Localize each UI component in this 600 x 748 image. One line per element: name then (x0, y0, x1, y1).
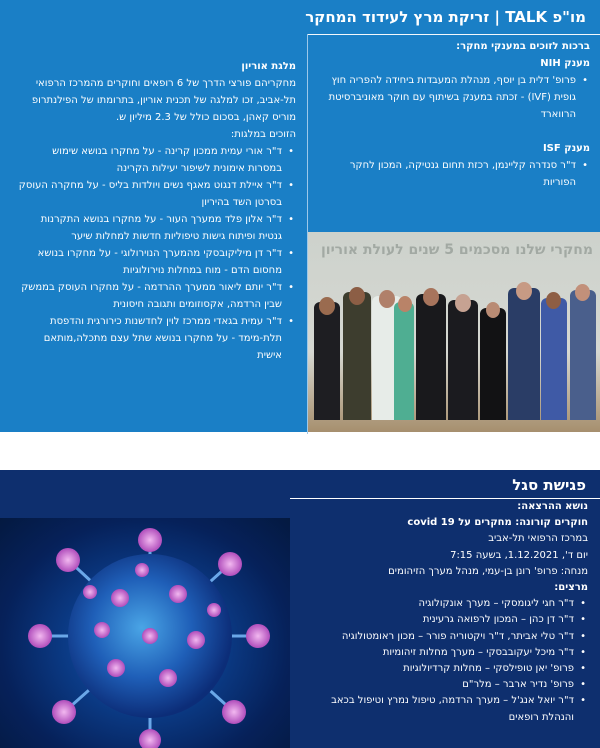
list-item: • ד"ר אורי עמית ממכון קרינה - על מחקרו בנושא שימוש במסרות אימונית לשיפור יעילות הקרינה (18, 143, 282, 177)
topic-label: נושא ההרצאה: (517, 501, 588, 512)
staff-meeting-details (298, 499, 588, 726)
person-figure (314, 302, 340, 420)
nih-heading: מענק NIH (540, 58, 590, 69)
speakers-list (298, 596, 588, 726)
list-item: • ד"ר טלי אביתר, ד"ר ויקטוריה פורר – מכון ראומטולוגיה (298, 629, 574, 645)
list-item: • ד"ר אלון פלד ממערך העור - על מחקרו בנושא התקרנות גנטית ופיתוח גישות טיפוליות חדשות למחלות שיער (18, 211, 282, 245)
person-figure (448, 300, 478, 420)
isf-heading: מענק ISF (542, 143, 590, 154)
person-figure (394, 302, 414, 420)
list-item: • פרופ' נדיר ארבר – מלר"ם (298, 677, 574, 693)
person-head (349, 287, 365, 305)
staff-meeting-title: פגישת סגל (512, 476, 586, 494)
list-item: • ד"ר עמית בגאדי ממרכז לוין לחדשנות כירורגית והדפסת תלת-מימד - על מחקרו בנושא שתל עצם מתכלה,מותאם אישית (18, 313, 282, 364)
title-divider (308, 34, 600, 35)
person-head (516, 282, 532, 300)
list-item: • ד"ר דן מיליקובסקי מהמערך הנוירולוגי - על מחקרו בנושא מחסום הדם - מוח במחלות נוירולוגיות (18, 245, 282, 279)
datetime-text: יום ד', 1.12.2021, בשעה 7:15 (450, 549, 588, 561)
person-head (398, 296, 412, 312)
page-title: מו"פ TALK | זריקת מרץ לעידוד המחקר (305, 8, 586, 26)
photo-banner-text: מחקרי שלנו מסכמים 5 שנים לעולת אוריון (320, 242, 593, 258)
person-head (319, 297, 335, 315)
speakers-label: מרצים: (554, 582, 588, 594)
list-item: • ד"ר דן כהן – המכון לרפואה גרעינית (298, 612, 574, 628)
orion-column (18, 58, 296, 364)
orion-heading: מלגת אוריון (241, 61, 296, 72)
orion-winners-list (18, 143, 296, 364)
nih-list (318, 72, 590, 123)
coronavirus-illustration (0, 518, 290, 748)
orion-winners-label: הזוכים במלגות: (230, 129, 296, 140)
list-item: • ד"ר חגי ליגומסקי – מערך אונקולוגיה (298, 596, 574, 612)
person-figure (480, 308, 506, 420)
group-photo (308, 232, 600, 432)
person-figure (541, 298, 567, 420)
grants-intro: ברכות לזוכים במענקי מחקר: (456, 41, 590, 52)
person-figure (570, 290, 596, 420)
moderator-text: מנחה: פרופ' רונן בן-עמי, מנהל מערך הזיהומים (388, 565, 588, 577)
person-figure (416, 294, 446, 420)
person-head (486, 302, 500, 318)
location-text: במרכז הרפואי תל-אביב (488, 533, 588, 545)
list-item: • ד"ר מיכל יעקובבסקי – מערך מחלות זיהומיות (298, 645, 574, 661)
coronavirus-image (0, 518, 290, 748)
list-item: • ד"ר יותם ליאור ממערך ההרדמה - על מחקרו העוסק בממשק שבין הרדמה, אקסוזומים ותגובה חיסונית (18, 279, 282, 313)
person-head (546, 292, 561, 309)
person-figure (343, 292, 371, 420)
person-head (455, 294, 471, 312)
list-item: • פרופ' יאן טופילסקי – מחלות קרדיולוגיות (298, 661, 574, 677)
person-head (423, 288, 439, 306)
list-item: • ד"ר יואל אנג'ל – מערך הרדמה, טיפול נמרץ וטיפול בכאב והנהלת רופאים (298, 693, 574, 725)
grants-column (318, 38, 590, 191)
person-head (379, 290, 395, 308)
list-item: • ד"ר איילת דנגוט מאגף נשים ויולדות בליס - על מחקרה העוסק בסרטן השד בהיריון (18, 177, 282, 211)
person-figure (508, 288, 540, 420)
person-head (575, 284, 590, 301)
list-item: • ד"ר סנדרה קליינמן, רכזת תחום גנטיקה, המכון לחקר הפוריות (318, 157, 576, 191)
isf-list (318, 157, 590, 191)
list-item: • פרופ' דלית בן יוסף, מנהלת המעבדות ביחידה להפריה חוץ גופית (IVF) - זכתה במענק בשיתוף עם חוקר מאוניברסיטת הרווארד (318, 72, 576, 123)
orion-description: מחקריהם פורצי הדרך של 6 רופאים וחוקרים מהמרכז הרפואי תל-אביב, זכו למלגה של תכנית אוריון, בתרומתו של הפילנתרופ מוריס קאהן, בסכום כולל של 2.3 מיליון ש. (31, 78, 296, 123)
topic-text: חוקרים קורונה: מחקרים על covid 19 (407, 517, 588, 529)
